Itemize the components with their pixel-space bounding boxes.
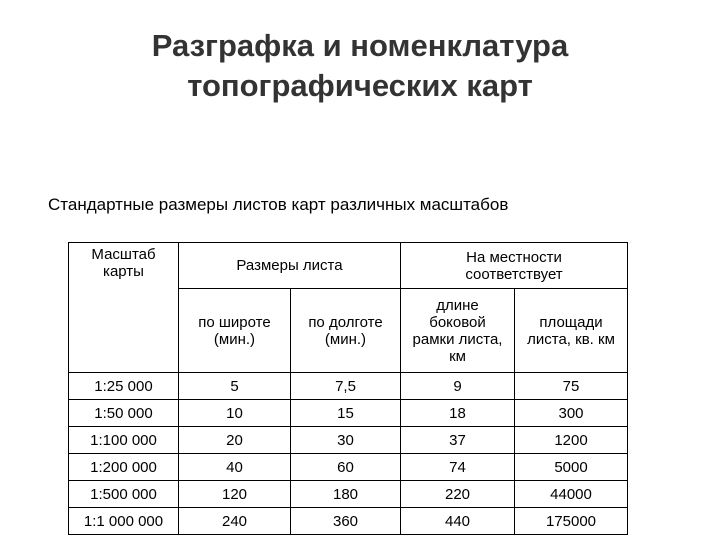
header-latitude-line-1: по широте	[198, 313, 271, 331]
header-side-line-1: длине	[436, 296, 479, 314]
cell-scale: 1:100 000	[69, 427, 179, 454]
header-scale-line-2: карты	[103, 263, 144, 280]
cell-side-km: 440	[401, 508, 515, 535]
cell-latitude: 40	[179, 454, 291, 481]
table-row	[69, 427, 628, 454]
cell-longitude: 180	[291, 481, 401, 508]
cell-area-km2: 75	[515, 373, 628, 400]
header-terrain-cell	[401, 243, 628, 289]
table-caption: Стандартные размеры листов карт различных масштабов	[48, 195, 509, 214]
header-sheet-size-label: Размеры листа	[236, 257, 343, 274]
cell-latitude: 120	[179, 481, 291, 508]
table-row	[69, 508, 628, 535]
header-scale-cell	[69, 243, 179, 373]
header-side-length-cell	[401, 289, 515, 373]
cell-area-km2: 5000	[515, 454, 628, 481]
header-side-line-3: рамки листа,	[412, 330, 503, 348]
cell-scale: 1:500 000	[69, 481, 179, 508]
cell-scale: 1:200 000	[69, 454, 179, 481]
cell-scale: 1:25 000	[69, 373, 179, 400]
header-area-cell	[515, 289, 628, 373]
header-side-line-2: боковой	[429, 313, 486, 331]
map-sheet-sizes-table	[68, 242, 628, 535]
header-latitude-line-2: (мин.)	[213, 330, 256, 348]
cell-side-km: 9	[401, 373, 515, 400]
cell-longitude: 30	[291, 427, 401, 454]
page-title	[0, 26, 720, 106]
cell-latitude: 5	[179, 373, 291, 400]
header-longitude-line-2: (мин.)	[324, 330, 367, 348]
cell-side-km: 37	[401, 427, 515, 454]
cell-longitude: 360	[291, 508, 401, 535]
header-terrain-line-1: На местности	[466, 248, 562, 266]
cell-area-km2: 1200	[515, 427, 628, 454]
header-side-line-4: км	[449, 347, 466, 365]
header-area-line-1: площади	[539, 313, 603, 331]
page-title-line-1: Разграфка и номенклатура	[151, 28, 569, 63]
cell-area-km2: 175000	[515, 508, 628, 535]
cell-side-km: 18	[401, 400, 515, 427]
cell-longitude: 60	[291, 454, 401, 481]
cell-scale: 1:1 000 000	[69, 508, 179, 535]
header-area-line-2: листа, кв. км	[527, 330, 615, 348]
page-title-line-2: топографических карт	[187, 68, 533, 103]
header-longitude-cell	[291, 289, 401, 373]
cell-latitude: 20	[179, 427, 291, 454]
header-sheet-size-cell	[179, 243, 401, 289]
table-row	[69, 373, 628, 400]
cell-side-km: 74	[401, 454, 515, 481]
cell-latitude: 240	[179, 508, 291, 535]
cell-side-km: 220	[401, 481, 515, 508]
header-terrain-line-2: соответствует	[465, 265, 563, 283]
cell-longitude: 15	[291, 400, 401, 427]
cell-latitude: 10	[179, 400, 291, 427]
table-row	[69, 481, 628, 508]
cell-scale: 1:50 000	[69, 400, 179, 427]
header-scale-line-1: Масштаб	[91, 246, 156, 263]
table-row	[69, 454, 628, 481]
header-latitude-cell	[179, 289, 291, 373]
cell-area-km2: 44000	[515, 481, 628, 508]
cell-area-km2: 300	[515, 400, 628, 427]
header-longitude-line-1: по долготе	[308, 313, 383, 331]
cell-longitude: 7,5	[291, 373, 401, 400]
table-header-row	[69, 243, 628, 289]
table-row	[69, 400, 628, 427]
